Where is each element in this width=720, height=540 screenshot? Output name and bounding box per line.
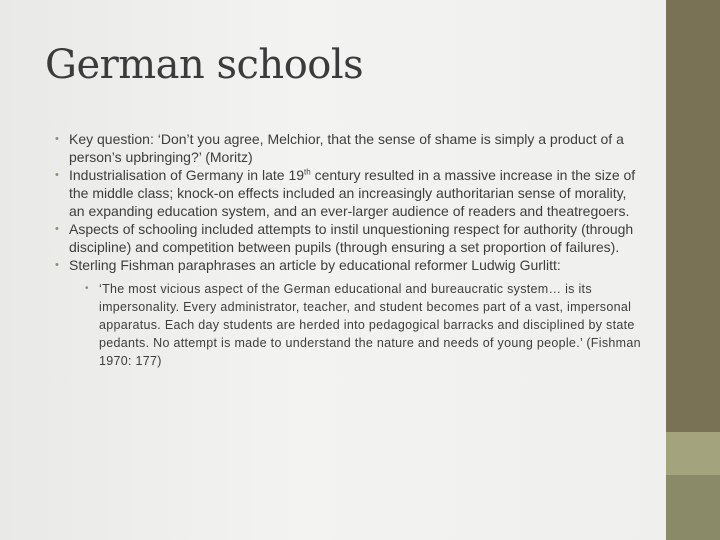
bullet-text-before: Industrialisation of Germany in late 19	[69, 167, 305, 183]
bullet-item-fishman	[55, 256, 640, 370]
slide-body	[55, 130, 640, 370]
bullet-item-key-question: • Key question: ‘Don’t you agree, Melchior, that the sense of shame is simply a product of a person’s upbringing?’ (Moritz)	[55, 130, 640, 166]
bullet-item-industrialisation	[55, 166, 640, 220]
bullet-text-after: century resulted in a massive increase in the size of the middle class; knock-on effects included an increasingly authoritarian sense of morality, an expanding education system, and an ever-larger audience of readers and theatregoers.	[69, 167, 636, 219]
decorative-side-band	[666, 0, 720, 540]
ordinal-suffix: th	[304, 167, 311, 177]
side-band-mid-block	[666, 475, 720, 540]
sub-bullet-list	[83, 280, 643, 370]
sub-bullet-quote: • ‘The most vicious aspect of the German educational and bureaucratic system… is its impersonality. Every administrator, teacher, and student becomes part of a vast, impersonal apparatus. Each day students are herded into pedagogical barracks and disciplined by state pedants. No attempt is made to understand the nature and needs of young people.’ (Fishman 1970: 177)	[83, 280, 643, 370]
side-band-light-block	[666, 432, 720, 475]
slide-title: German schools	[45, 42, 364, 88]
bullet-text: Sterling Fishman paraphrases an article by educational reformer Ludwig Gurlitt:	[69, 257, 561, 273]
bullet-item-schooling: • Aspects of schooling included attempts to instil unquestioning respect for authority (through discipline) and competition between pupils (through ensuring a set proportion of failures).	[55, 220, 640, 256]
bullet-list	[55, 130, 640, 370]
